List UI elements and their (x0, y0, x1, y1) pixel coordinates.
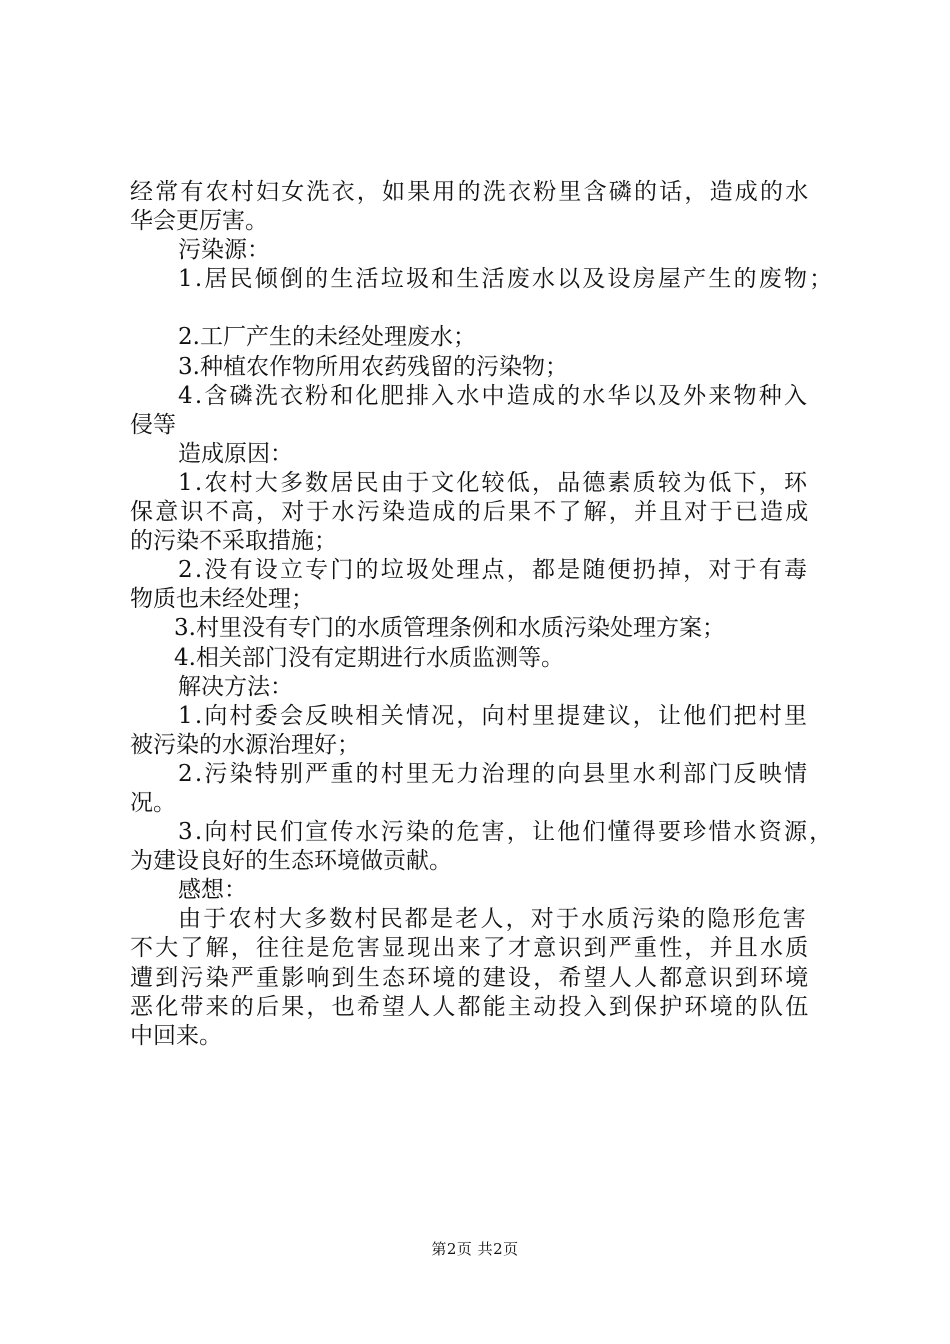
section-heading-solutions: 解决方法： (178, 673, 293, 700)
paragraph-line: 为建设良好的生态环境做贡献。 (130, 848, 452, 875)
paragraph-line: 恶化带来的后果，也希望人人都能主动投入到保护环境的队伍 (130, 993, 811, 1020)
list-item: 3.向村民们宣传水污染的危害，让他们懂得要珍惜水资源， (178, 819, 835, 846)
list-item: 1.居民倾倒的生活垃圾和生活废水以及设房屋产生的废物； (178, 266, 835, 293)
paragraph-line: 中回来。 (130, 1022, 222, 1049)
list-item: 2.没有设立专门的垃圾处理点，都是随便扔掉，对于有毒 (178, 557, 810, 584)
section-heading-pollution-sources: 污染源： (178, 237, 270, 264)
paragraph-line: 不大了解，往往是危害显现出来了才意识到严重性，并且水质 (130, 935, 811, 962)
list-item: 3.种植农作物所用农药残留的污染物； (178, 353, 568, 380)
list-item: 1.向村委会反映相关情况，向村里提建议，让他们把村里 (178, 702, 810, 729)
paragraph-line: 遭到污染严重影响到生态环境的建设，希望人人都意识到环境 (130, 964, 811, 991)
paragraph-line: 保意识不高，对于水污染造成的后果不了解，并且对于已造成 (130, 499, 811, 526)
paragraph-line: 侵等 (130, 411, 176, 438)
paragraph-line: 华会更厉害。 (130, 208, 268, 235)
list-item: 1.农村大多数居民由于文化较低，品德素质较为低下，环 (178, 469, 810, 496)
paragraph-line: 经常有农村妇女洗衣，如果用的洗衣粉里含磷的话，造成的水 (130, 179, 811, 205)
list-item: 4.含磷洗衣粉和化肥排入水中造成的水华以及外来物种入 (178, 382, 810, 409)
page-number-footer: 第2页 共2页 (431, 1240, 519, 1258)
section-heading-causes: 造成原因： (178, 440, 293, 467)
body-text (130, 178, 835, 1051)
section-heading-reflections: 感想： (178, 877, 247, 904)
blank-line (130, 294, 830, 323)
paragraph-line: 被污染的水源治理好； (130, 731, 360, 758)
list-item: 4.相关部门没有定期进行水质监测等。 (174, 644, 564, 671)
paragraph-line: 的污染不采取措施； (130, 528, 337, 555)
paragraph-line: 物质也未经处理； (130, 586, 314, 613)
list-item: 3.村里没有专门的水质管理条例和水质污染处理方案； (174, 615, 725, 642)
paragraph-line: 况。 (130, 789, 176, 816)
list-item: 2.工厂产生的未经处理废水； (178, 324, 476, 351)
paragraph-line: 由于农村大多数村民都是老人，对于水质污染的隐形危害 (178, 906, 808, 933)
list-item: 2.污染特别严重的村里无力治理的向县里水利部门反映情 (178, 760, 810, 787)
